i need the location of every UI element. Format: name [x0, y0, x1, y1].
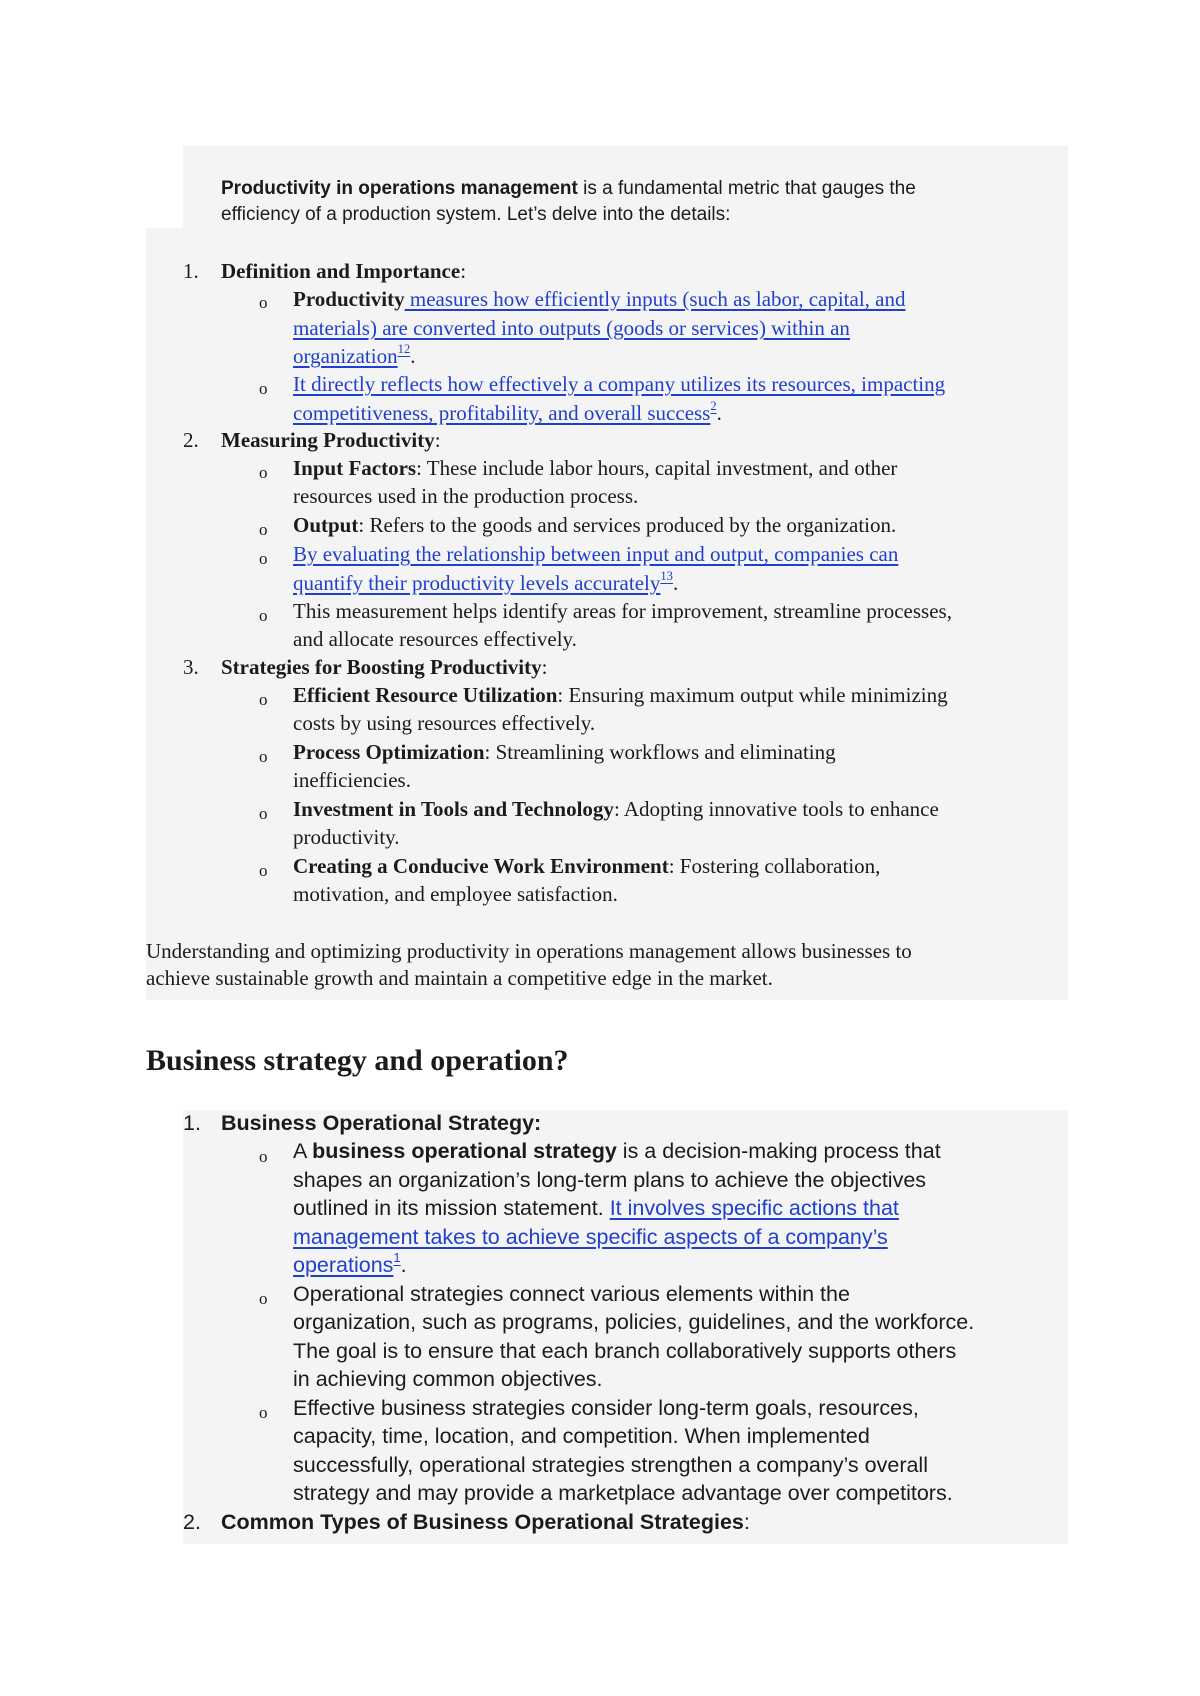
- bullet-icon: o: [259, 747, 268, 766]
- list-number: 1.: [183, 1111, 201, 1135]
- item-title: Strategies for Boosting Productivity:: [221, 655, 548, 679]
- bullet-icon: o: [259, 463, 268, 482]
- bullet-icon: o: [259, 520, 268, 539]
- list-number: 2.: [183, 428, 199, 452]
- intro-bold: Productivity in operations management: [221, 178, 578, 199]
- list-number: 1.: [183, 259, 199, 283]
- list-number: 2.: [183, 1510, 201, 1534]
- item-title: Definition and Importance:: [221, 259, 467, 283]
- source-link[interactable]: materials) are converted into outputs (goods or services) within an: [293, 316, 850, 340]
- intro-line-2: efficiency of a production system. Let’s delve into the details:: [221, 204, 731, 225]
- source-link[interactable]: organization: [293, 344, 398, 368]
- citation-sup[interactable]: 13: [660, 569, 673, 584]
- bullet-icon: o: [259, 379, 268, 398]
- citation-sup[interactable]: 2: [710, 399, 717, 414]
- source-link[interactable]: It directly reflects how effectively a company utilizes its resources, impacting: [293, 372, 946, 396]
- source-link[interactable]: By evaluating the relationship between input and output, companies can: [293, 542, 899, 566]
- citation-sup[interactable]: 12: [397, 342, 411, 357]
- citation-sup[interactable]: 1: [393, 1249, 401, 1265]
- section-heading: Business strategy and operation?: [146, 1044, 569, 1077]
- item-title: Measuring Productivity:: [221, 428, 441, 452]
- item-title: Business Operational Strategy:: [221, 1111, 542, 1135]
- bullet-icon: o: [259, 861, 268, 880]
- bullet-icon: o: [259, 606, 268, 625]
- bullet-icon: o: [259, 1289, 268, 1308]
- bullet-icon: o: [259, 804, 268, 823]
- source-link[interactable]: It involves specific actions that: [609, 1196, 899, 1220]
- item-title: Common Types of Business Operational Strategies:: [221, 1510, 750, 1534]
- bullet-text: Productivity measures how efficiently inputs (such as labor, capital, and: [293, 287, 906, 311]
- source-link[interactable]: measures how efficiently inputs (such as labor, capital, and: [404, 287, 906, 311]
- bullet-icon: o: [259, 549, 268, 568]
- source-link[interactable]: competitiveness, profitability, and overall success: [293, 401, 711, 425]
- source-link[interactable]: quantify their productivity levels accurately: [293, 571, 661, 595]
- bullet-icon: o: [259, 690, 268, 709]
- bullet-icon: o: [259, 1147, 268, 1166]
- bullet-icon: o: [259, 1403, 268, 1422]
- list-number: 3.: [183, 655, 199, 679]
- source-link[interactable]: management takes to achieve specific aspects of a company’s: [293, 1225, 888, 1249]
- bullet-icon: o: [259, 293, 268, 312]
- source-link[interactable]: operations: [293, 1253, 394, 1277]
